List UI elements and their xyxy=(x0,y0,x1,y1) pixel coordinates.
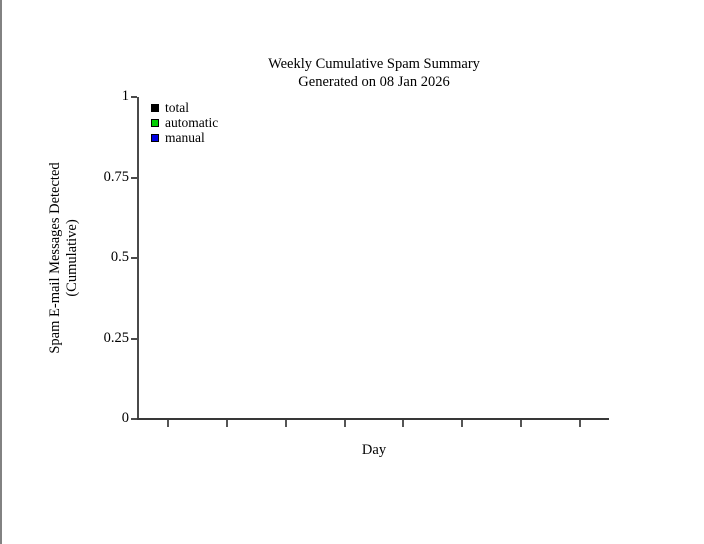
y-tick-label: 0.25 xyxy=(103,329,129,346)
legend-label-total: total xyxy=(165,99,189,115)
y-tick-label: 0 xyxy=(121,410,129,426)
x-tick-mark xyxy=(461,420,463,427)
automatic-series-swatch xyxy=(151,119,159,127)
x-tick-mark xyxy=(285,420,287,427)
y-tick-mark xyxy=(131,418,137,420)
x-tick-mark xyxy=(167,420,169,427)
legend-item-manual xyxy=(151,130,218,145)
x-axis-title: Day xyxy=(361,442,387,458)
y-axis-title-line1: Spam E-mail Messages Detected xyxy=(47,162,63,354)
y-tick-mark xyxy=(131,177,137,179)
y-tick-mark xyxy=(131,96,137,98)
chart-title-block xyxy=(138,55,610,91)
legend-label-automatic: automatic xyxy=(165,114,219,130)
x-tick-mark xyxy=(402,420,404,427)
y-tick-label: 0.5 xyxy=(110,249,129,265)
x-tick-mark xyxy=(579,420,581,427)
y-tick-mark xyxy=(131,257,137,259)
manual-series-swatch xyxy=(151,134,159,142)
y-tick-label: 1 xyxy=(121,88,129,104)
chart-subtitle: Generated on 08 Jan 2026 xyxy=(298,74,450,90)
window-left-border xyxy=(0,0,2,544)
chart-title: Weekly Cumulative Spam Summary xyxy=(268,56,480,72)
y-axis-title-line2: (Cumulative) xyxy=(64,219,80,297)
x-tick-mark xyxy=(344,420,346,427)
y-axis-title xyxy=(47,162,81,353)
legend-item-automatic xyxy=(151,115,218,130)
y-tick-mark xyxy=(131,338,137,340)
x-tick-mark xyxy=(226,420,228,427)
legend-label-manual: manual xyxy=(165,129,205,145)
x-tick-mark xyxy=(520,420,522,427)
y-axis-line xyxy=(137,97,139,420)
legend-item-total xyxy=(151,100,218,115)
total-series-swatch xyxy=(151,104,159,112)
y-tick-label: 0.75 xyxy=(103,168,129,185)
legend xyxy=(151,100,218,145)
x-axis-line xyxy=(131,418,609,420)
